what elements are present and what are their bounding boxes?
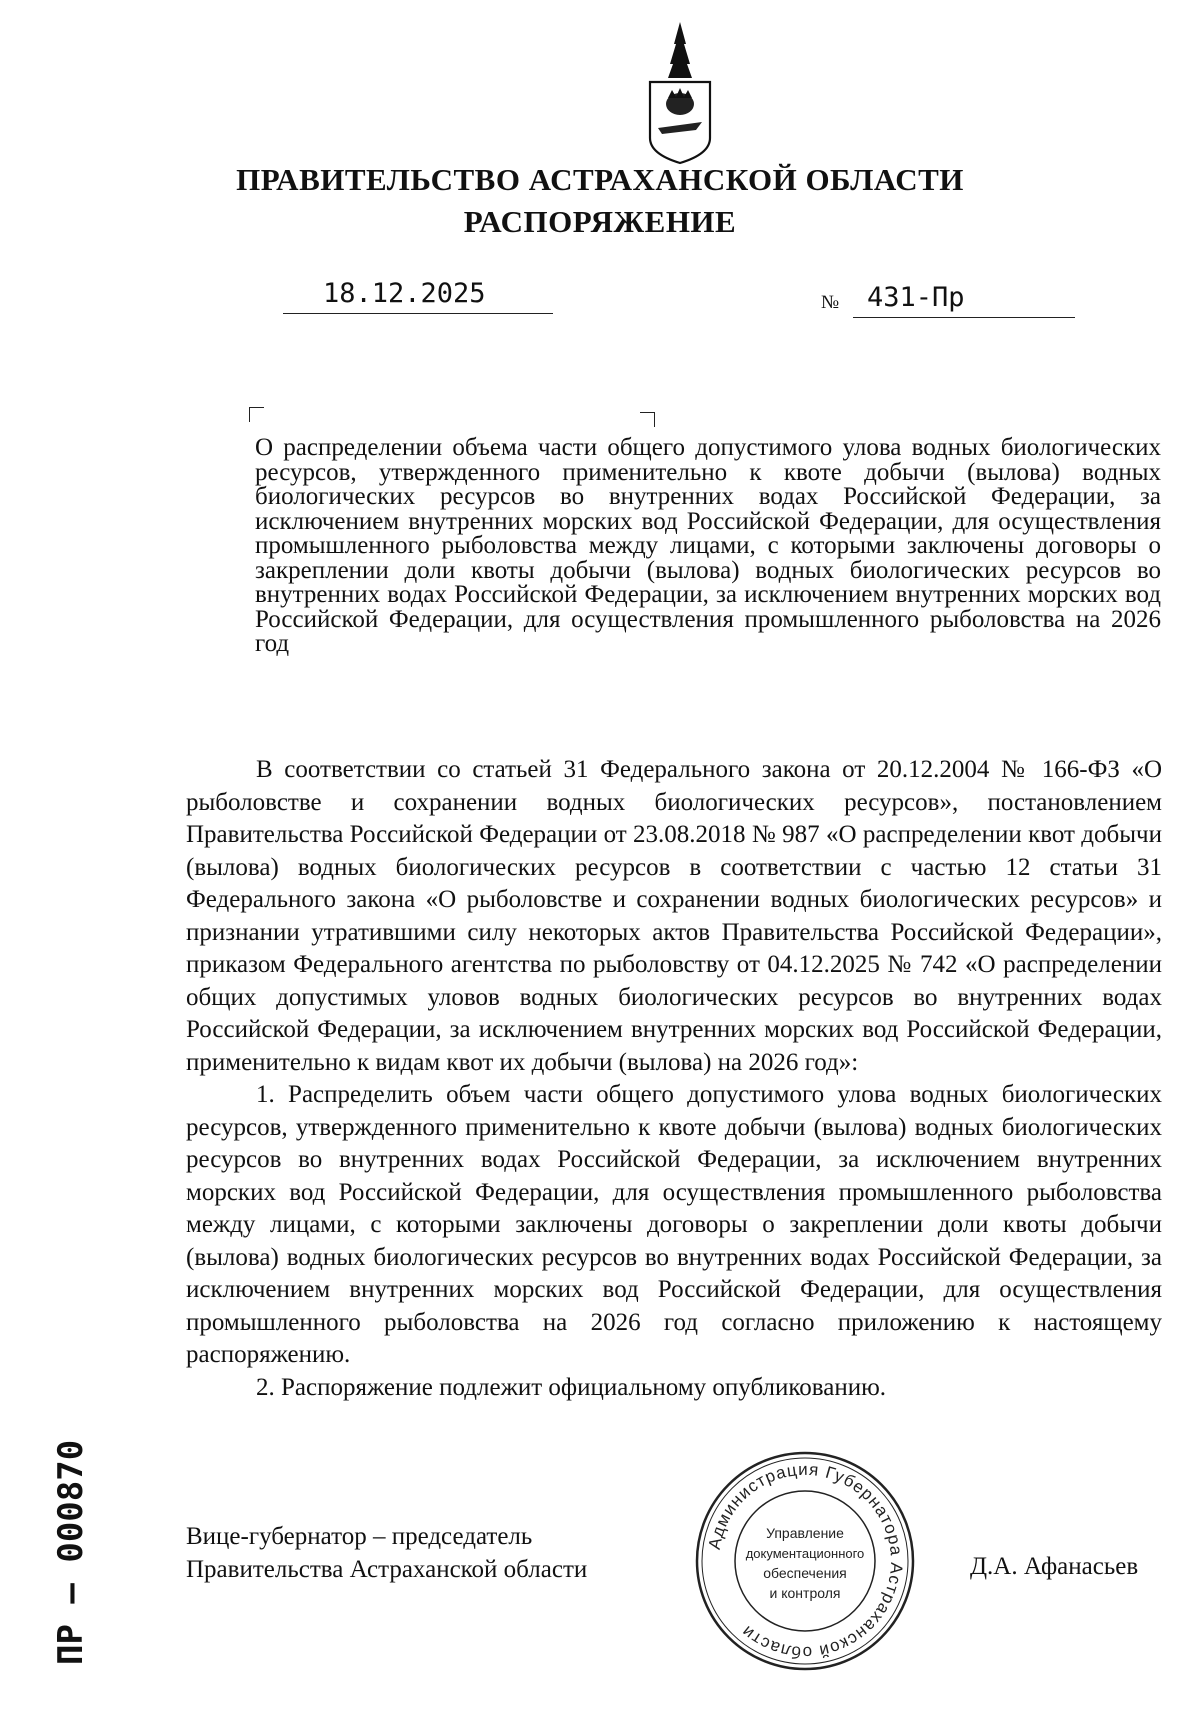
stamp-center-line-1: Управление [766, 1525, 844, 1541]
organization-name: ПРАВИТЕЛЬСТВО АСТРАХАНСКОЙ ОБЛАСТИ [236, 162, 964, 197]
signatory-position [186, 1520, 587, 1586]
item-1-paragraph: 1. Распределить объем части общего допустимого улова водных биологических ресурсов, утвержденного применительно к квоте добычи (вылова) водных биологических ресурсов во внутренних водах Российской Федерации, за исключением внутренних морских вод Российской Федерации, для осуществления промышленного рыболовства между лицами, с которыми заключены договоры о закреплении доли квоты добычи (вылова) водных биологических ресурсов во внутренних водах Российской Федерации, за исключением внутренних морских вод Российской Федерации, для осуществления промышленного рыболовства на 2026 год согласно приложению к настоящему распоряжению. [186, 1081, 1162, 1368]
position-line-2: Правительства Астраханской области [186, 1556, 588, 1583]
document-date: 18.12.2025 [283, 278, 553, 314]
stamp-ring-text: Администрация Губернатора Астраханской области [704, 1459, 907, 1663]
position-line-1: Вице-губернатор – председатель [186, 1523, 533, 1550]
document-number: 431-Пр [853, 282, 1075, 318]
stamp-center-line-4: и контроля [769, 1585, 841, 1601]
title-corner-left [249, 407, 264, 422]
stamp-center-line-3: обеспечения [763, 1565, 847, 1581]
title-corner-right [640, 412, 655, 427]
document-title: О распределении объема части общего допустимого улова водных биологических ресурсов, утвержденного применительно к квоте добычи (вылова) водных биологических ресурсов во внутренних водах Российской Федерации, за исключением внутренних морских вод Российской Федерации, для осуществления промышленного рыболовства между лицами, с которыми заключены договоры о закреплении доли квоты добычи (вылова) водных биологических ресурсов во внутренних водах Российской Федерации, за исключением внутренних морских вод Российской Федерации, для осуществления промышленного рыболовства на 2026 год [255, 434, 1161, 657]
official-stamp [690, 1446, 920, 1676]
number-sign: № [821, 292, 840, 313]
stamp-center-line-2: документационного [745, 1546, 865, 1561]
coat-of-arms-icon [640, 20, 720, 165]
document-body [186, 754, 1162, 1404]
margin-code-text: ПР – 000870 [51, 1439, 91, 1665]
preamble-paragraph: В соответствии со статьей 31 Федерального закона от 20.12.2004 № 166-ФЗ «О рыболовстве и сохранении водных биологических ресурсов», постановлением Правительства Российской Федерации от 23.08.2018 № 987 «О распределении квот добычи (вылова) водных биологических ресурсов в соответствии с частью 12 статьи 31 Федерального закона «О рыболовстве и сохранении водных биологических ресурсов» и признании утратившими силу некоторых актов Правительства Российской Федерации», приказом Федерального агентства по рыболовству от 04.12.2025 № 742 «О распределении общих допустимых уловов водных биологических ресурсов во внутренних водах Российской Федерации, за исключением внутренних морских вод Российской Федерации, применительно к видам квот их добычи (вылова) на 2026 год»: [186, 756, 1162, 1076]
document-type: РАСПОРЯЖЕНИЕ [463, 204, 737, 239]
signatory-name: Д.А. Афанасьев [970, 1553, 1139, 1580]
margin-registration-code [24, 1420, 104, 1670]
item-2-paragraph: 2. Распоряжение подлежит официальному опубликованию. [256, 1373, 887, 1401]
